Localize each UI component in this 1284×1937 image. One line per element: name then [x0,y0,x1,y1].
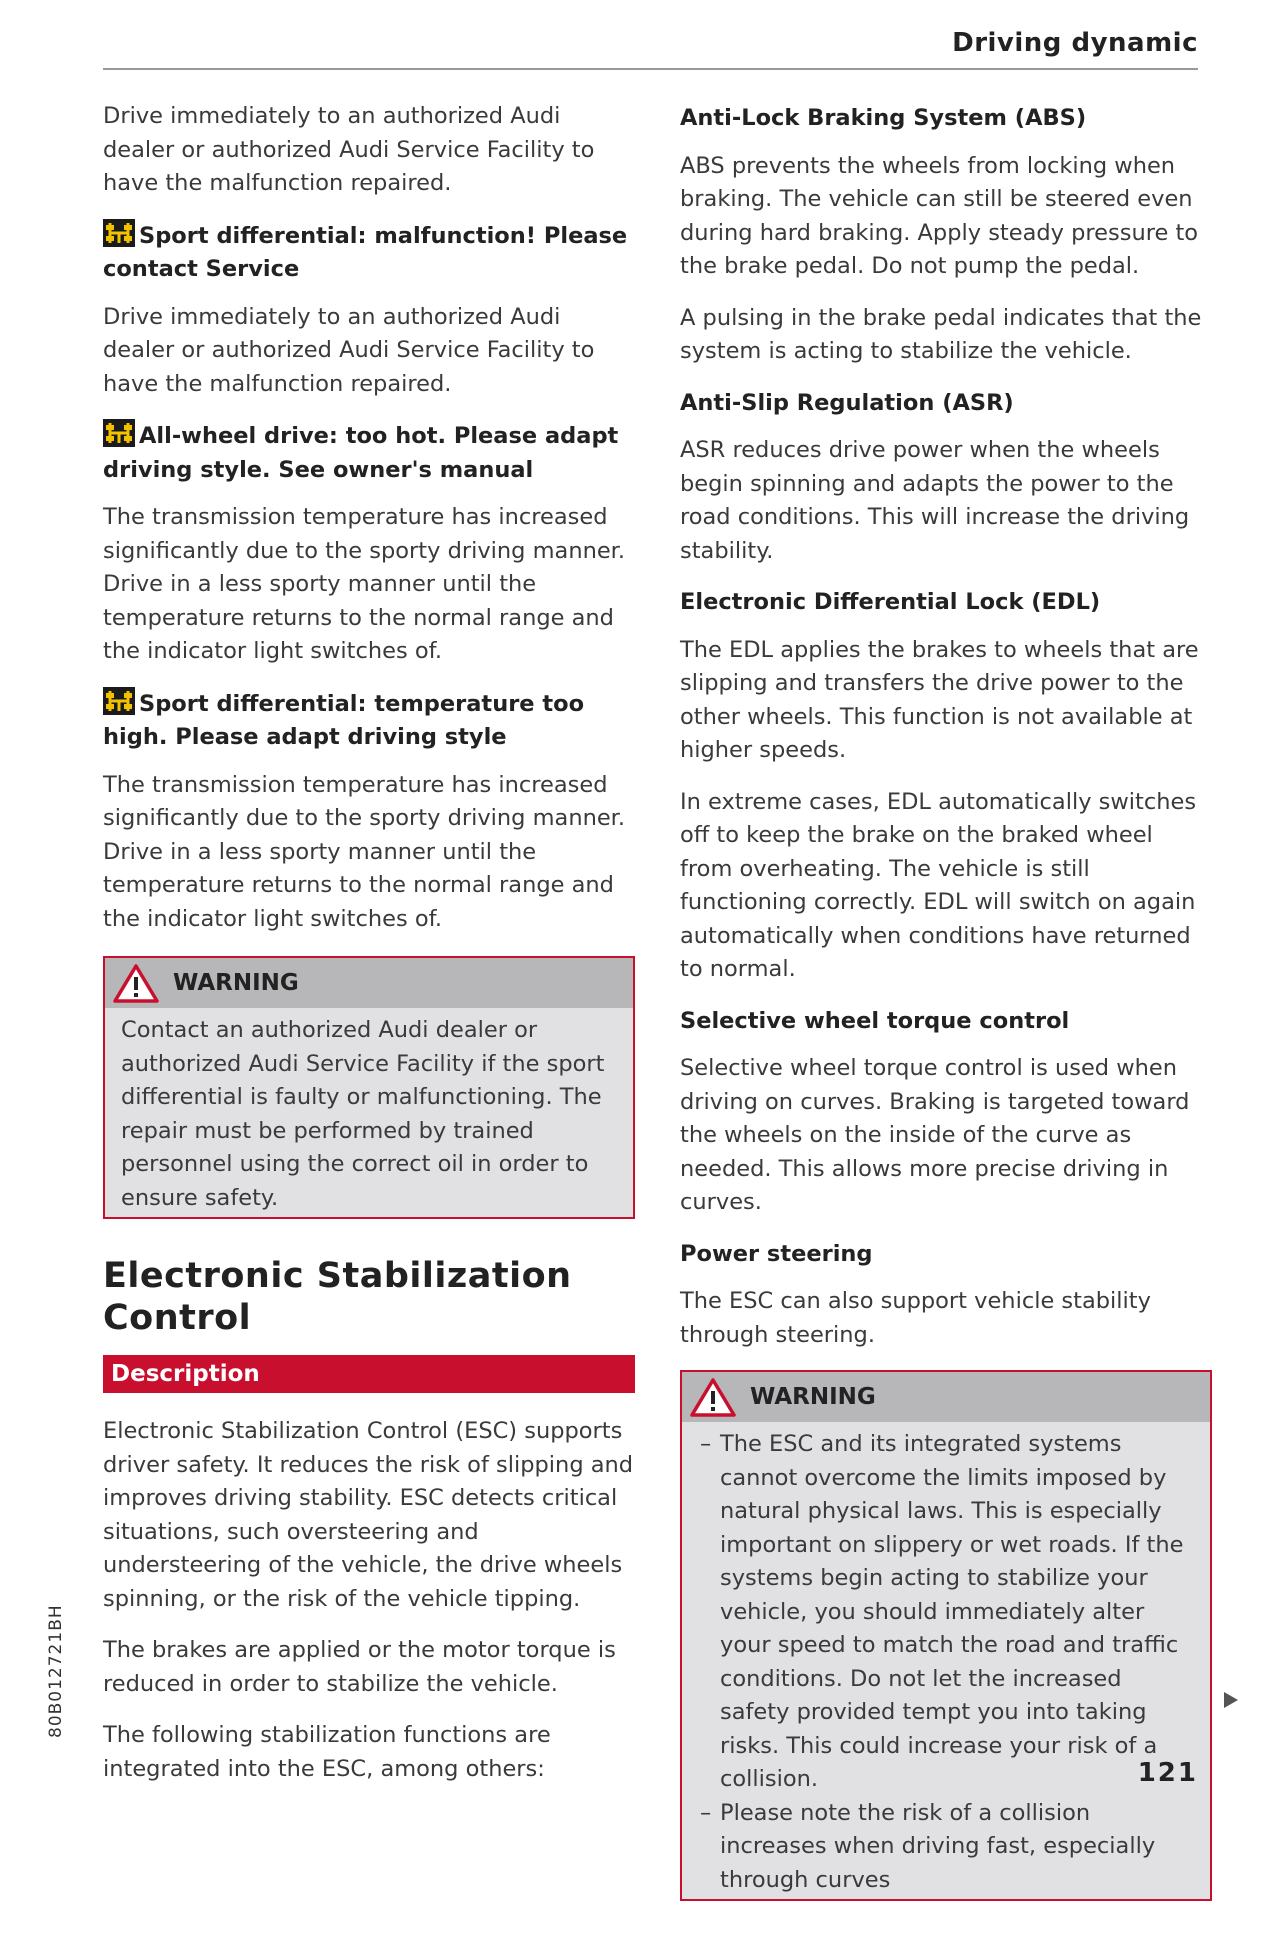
paragraph: A pulsing in the brake pedal indicates that the system is acting to stabilize the vehicle. [680,304,1202,364]
warning-body: Contact an authorized Audi dealer or authorized Audi Service Facility if the sport differential is faulty or malfunctioning. The repair must be performed by trained personnel using the correct oil in order to ensure safety. [121,1017,605,1211]
header-rule [103,68,1198,70]
warning-title: WARNING [173,970,299,996]
paragraph: In extreme cases, EDL automatically switches off to keep the brake on the braked wheel from overheating. The vehicle is still functioning correctly. EDL will switch on again automatically when conditions have returned to normal. [680,788,1197,982]
subheading-abs: Anti-Lock Braking System (ABS) [680,105,1087,131]
section-heading: Electronic Stabilization Control [103,1256,572,1338]
paragraph: Electronic Stabilization Control (ESC) supports driver safety. It reduces the risk of slipping and improves driving stability. ESC detects critical situations, such oversteering and understeering of the vehicle, the drive wheels spinning, or the risk of the vehicle tipping. [103,1418,634,1612]
message-heading-text: All-wheel drive: too hot. Please adapt driving style. See owner's manual [103,423,619,483]
section-header-title: Driving dynamic [952,28,1198,58]
drivetrain-warning-icon [103,687,135,715]
subheading-edl: Electronic Differential Lock (EDL) [680,589,1101,615]
document-code: 80B012721BH [46,1604,66,1738]
warning-triangle-icon [113,963,159,1003]
paragraph: Drive immediately to an authorized Audi dealer or authorized Audi Service Facility to have the malfunction repaired. [103,303,595,397]
warning-triangle-icon [690,1377,736,1417]
subheading-wheel-torque: Selective wheel torque control [680,1007,1070,1034]
message-heading-text: Sport differential: temperature too high. Please adapt driving style [103,690,585,750]
drivetrain-warning-icon [103,219,135,247]
paragraph: The ESC can also support vehicle stability through steering. [680,1288,1151,1348]
paragraph: The following stabilization functions are integrated into the ESC, among others: [103,1722,551,1782]
subheading-asr: Anti-Slip Regulation (ASR) [680,389,1014,416]
left-column [103,100,635,1804]
warning-body [682,1422,1210,1899]
paragraph: The EDL applies the brakes to wheels that are slipping and transfers the drive power to the other wheels. This function is not available at higher speeds. [680,636,1199,763]
message-heading [103,219,635,287]
paragraph: The brakes are applied or the motor torque is reduced in order to stabilize the vehicle. [103,1637,616,1697]
page-number: 121 [1137,1758,1198,1788]
paragraph: Drive immediately to an authorized Audi dealer or authorized Audi Service Facility to have the malfunction repaired. [103,103,595,196]
warning-list [698,1428,1196,1897]
paragraph: Selective wheel torque control is used when driving on curves. Braking is targeted toward the wheels on the inside of the curve as needed. This allows more precise driving in curves. [680,1055,1190,1215]
paragraph: ABS prevents the wheels from locking when braking. The vehicle can still be steered even during hard braking. Apply steady pressure to the brake pedal. Do not pump the pedal. [680,152,1199,279]
message-heading [103,419,635,487]
paragraph: ASR reduces drive power when the wheels begin spinning and adapts the power to the road conditions. This will increase the driving stability. [680,437,1190,564]
warning-box [680,1370,1212,1901]
paragraph: The transmission temperature has increased significantly due to the sporty driving manner. Drive in a less sporty manner until the temperature returns to the normal range and the indicator light switches of. [103,504,626,664]
right-column [680,100,1212,1937]
message-heading [103,687,635,755]
subheading-power-steering: Power steering [680,1240,873,1267]
warning-title: WARNING [750,1384,876,1410]
drivetrain-warning-icon [103,419,135,447]
continue-arrow-icon [1222,1690,1240,1714]
warning-header [682,1372,1210,1422]
description-bar: Description [103,1355,635,1393]
warning-box [103,956,635,1219]
paragraph: The transmission temperature has increased significantly due to the sporty driving manner. Drive in a less sporty manner until the temperature returns to the normal range and the indicator light switches of. [103,771,626,932]
warning-list-item: – Please note the risk of a collision increases when driving fast, especially through curves [698,1797,1196,1898]
warning-list-item: – The ESC and its integrated systems cannot overcome the limits imposed by natural physical laws. This is especially important on slippery or wet roads. If the systems begin acting to stabilize your vehicle, you should immediately alter your speed to match the road and traffic conditions. Do not let the increased safety provided tempt you into taking risks. This could increase your risk of a collision. [698,1428,1196,1797]
warning-header [105,958,633,1008]
message-heading-text: Sport differential: malfunction! Please contact Service [103,222,628,282]
